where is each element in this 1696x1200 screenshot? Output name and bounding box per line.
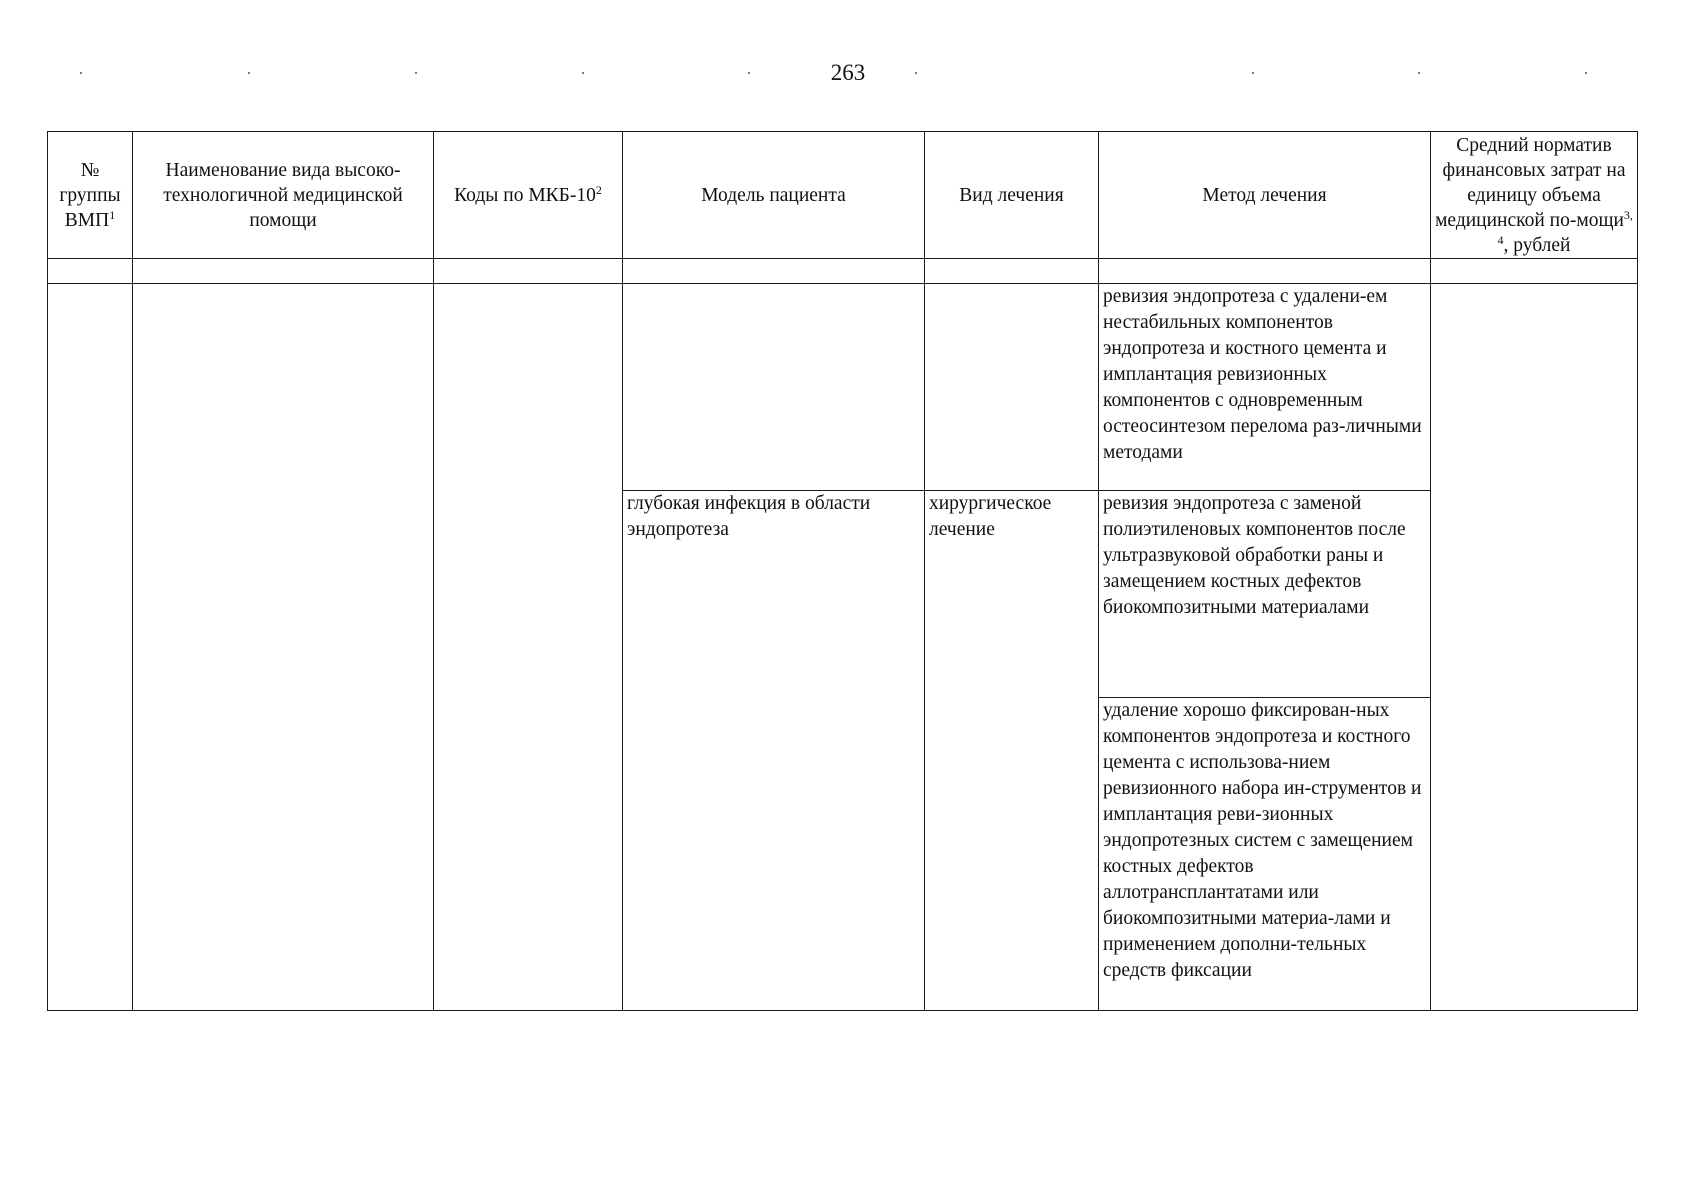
treatment-type-cell: [925, 284, 1099, 491]
scan-dot: [1585, 72, 1587, 74]
table-row: [48, 284, 1638, 491]
vmp-table: [47, 131, 1638, 1011]
patient-model-cell: [623, 284, 925, 491]
scan-dot: [582, 72, 584, 74]
care-name-cell: [133, 284, 434, 1011]
scan-dot: [915, 72, 917, 74]
scan-dot: [1418, 72, 1420, 74]
page-number: 263: [830, 60, 866, 85]
header-row: [48, 132, 1638, 259]
treatment-method-cell: ревизия эндопротеза с заменой полиэтиленовых компонентов после ультразвуковой обработки раны и замещением костных дефектов биокомпозитными материалами: [1099, 491, 1431, 698]
group-no-cell: [48, 284, 133, 1011]
scan-dot: [248, 72, 250, 74]
scan-dot: [80, 72, 82, 74]
header-care-name: Наименование вида высоко-технологичной медицинской помощи: [133, 132, 434, 259]
treatment-type-cell: хирургическое лечение: [925, 491, 1099, 1011]
patient-model-cell: глубокая инфекция в области эндопротеза: [623, 491, 925, 1011]
icd-codes-cell: [434, 284, 623, 1011]
header-treatment-method: Метод лечения: [1099, 132, 1431, 259]
treatment-method-cell: удаление хорошо фиксирован-ных компонентов эндопротеза и костного цемента с использова-нием ревизионного набора ин-струментов и имплантация реви-зионных эндопротезных систем с замещением костных дефектов аллотрансплантатами или биокомпозитными материа-лами и применением дополни-тельных средств фиксации: [1099, 698, 1431, 1011]
spacer-row: [48, 259, 1638, 284]
cost-cell: [1431, 284, 1638, 1011]
header-patient-model: Модель пациента: [623, 132, 925, 259]
header-cost: Средний норматив финансовых затрат на единицу объема медицинской по-мощи$^{3, 4}$, рублей: [1431, 132, 1638, 259]
treatment-method-cell: ревизия эндопротеза с удалени-ем нестабильных компонентов эндопротеза и костного цемента и имплантация ревизионных компонентов с одновременным остеосинтезом перелома раз-личными методами: [1099, 284, 1431, 491]
header-icd-codes: Коды по МКБ-$10^2$: [434, 132, 623, 259]
scan-dot: [748, 72, 750, 74]
scan-dot: [1252, 72, 1254, 74]
header-group-no: № группы ВМП$^1$: [48, 132, 133, 259]
scan-dot: [415, 72, 417, 74]
header-treatment-type: Вид лечения: [925, 132, 1099, 259]
